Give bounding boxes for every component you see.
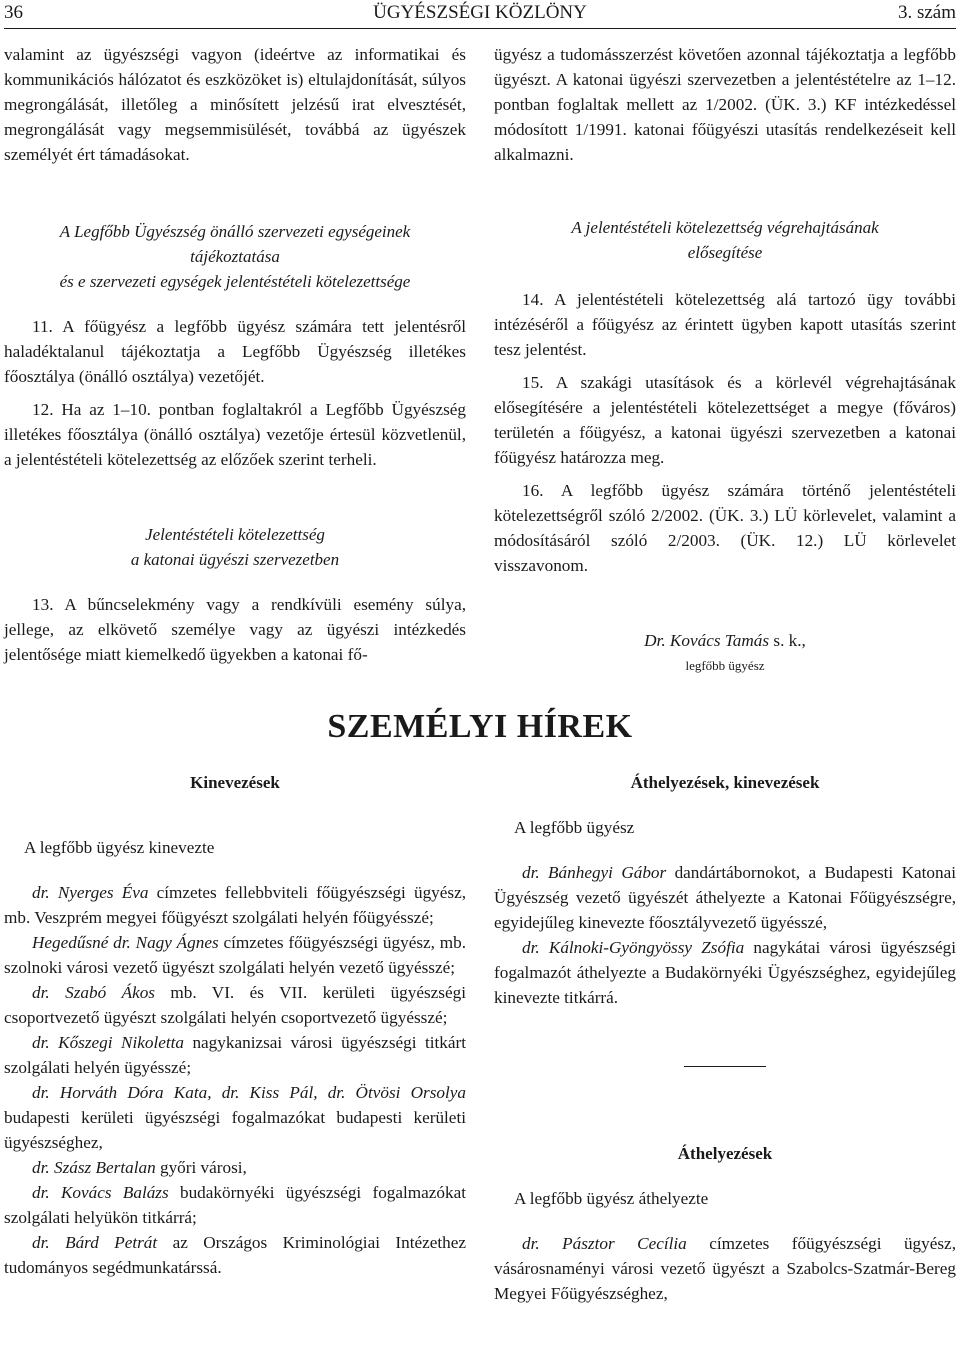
personal-news-heading: SZEMÉLYI HÍREK bbox=[327, 708, 633, 745]
entry-text: budapesti kerületi ügyészségi fogalmazókat budapesti kerületi ügyészséghez, bbox=[4, 1108, 466, 1152]
issue-number: 3. szám bbox=[897, 2, 956, 23]
section-title-line: tájékoztatása bbox=[190, 247, 280, 266]
entry-name: dr. Szász Bertalan bbox=[32, 1158, 156, 1177]
section-title-line: és e szervezeti egységek jelentéstételi kötelezettsége bbox=[59, 272, 411, 291]
entry-text: címzetes fellebbviteli főügyészségi ügyész, mb. Veszprém megyei főügyészt szolgálati helyén főügyésszé; bbox=[4, 883, 467, 927]
signature-name: Dr. Kovács Tamás bbox=[644, 631, 770, 650]
entry bbox=[4, 930, 466, 980]
paragraph-14: 14. A jelentéstételi kötelezettség alá tartozó ügy további intézéséről a főügyész az érintett ügyben kapott utasítás szerint tesz jelentést. bbox=[494, 290, 956, 359]
entry-text: nagykátai városi ügyészségi fogalmazót áthelyezte a Budakörnyéki Ügyészséghez, egyidejűleg kinevezte titkárrá. bbox=[494, 938, 957, 1007]
transfers-appointments-list bbox=[494, 860, 956, 1010]
right-column-upper bbox=[494, 42, 956, 678]
left-column-upper bbox=[4, 42, 466, 667]
entry bbox=[4, 1155, 466, 1180]
entry-name: dr. Szabó Ákos bbox=[32, 983, 155, 1002]
signature-suffix: s. k., bbox=[769, 631, 806, 650]
section-title-line: Jelentéstételi kötelezettség bbox=[145, 525, 325, 544]
entry-name: dr. Bárd Petrát bbox=[32, 1233, 158, 1252]
entry bbox=[4, 1030, 466, 1080]
appointments-title: Kinevezések bbox=[190, 773, 280, 792]
page-number: 36 bbox=[4, 2, 23, 23]
transfers-appointments-intro: A legfőbb ügyész bbox=[514, 818, 635, 837]
entry-text: az Országos Kriminológiai Intézethez tudományos segédmunkatárssá. bbox=[4, 1233, 466, 1277]
entry-text: győri városi, bbox=[155, 1158, 247, 1177]
transfers-list bbox=[494, 1231, 956, 1306]
journal-title: ÜGYÉSZSÉGI KÖZLÖNY bbox=[373, 2, 587, 23]
entry bbox=[4, 1230, 466, 1280]
paragraph-12: 12. Ha az 1–10. pontban foglaltakról a Legfőbb Ügyészség illetékes főosztálya (önálló osztálya) vezetője értesül közvetlenül, a jelentéstételi kötelezettség az előzőek szerint terheli. bbox=[4, 400, 466, 469]
entry-name: dr. Bánhegyi Gábor bbox=[522, 863, 667, 882]
entry-name: dr. Kőszegi Nikoletta bbox=[32, 1033, 185, 1052]
section-title-line: elősegítése bbox=[687, 243, 763, 262]
entry-name: dr. Nyerges Éva bbox=[32, 883, 149, 902]
paragraph-11: 11. A főügyész a legfőbb ügyész számára tett jelentésről haladéktalanul tájékoztatja a Legfőbb Ügyészség illetékes főosztálya (önálló osztálya) vezetőjét. bbox=[4, 317, 466, 386]
entry-text: budakörnyéki ügyészségi fogalmazókat szolgálati helyükön titkárrá; bbox=[4, 1183, 467, 1227]
section-title-line: A jelentéstételi kötelezettség végrehajtásának bbox=[571, 218, 879, 237]
section-title-line: A Legfőbb Ügyészség önálló szervezeti egységeinek bbox=[59, 222, 411, 241]
entry-name: Hegedűsné dr. Nagy Ágnes bbox=[32, 933, 219, 952]
appointments-list bbox=[4, 880, 466, 1280]
entry bbox=[4, 1080, 466, 1155]
section-title-line: a katonai ügyészi szervezetben bbox=[130, 550, 340, 569]
transfers-appointments-title: Áthelyezések, kinevezések bbox=[630, 773, 820, 792]
entry bbox=[494, 860, 956, 935]
entry-name: dr. Horváth Dóra Kata, dr. Kiss Pál, dr. Ötvösi Orsolya bbox=[32, 1083, 466, 1102]
entry bbox=[4, 980, 466, 1030]
entry-text: címzetes főügyészségi ügyész, vásárosnaményi városi vezető ügyészt a Szabolcs-Szatmár-Bereg Megyei Főügyészséghez, bbox=[494, 1234, 956, 1303]
signature bbox=[494, 628, 956, 653]
entry-text: dandártábornokot, a Budapesti Katonai Ügyészség vezető ügyészét áthelyezte a Katonai Főügyészségre, egyidejűleg kinevezte főosztályvezető ügyésszé, bbox=[494, 863, 956, 932]
paragraph-16: 16. A legfőbb ügyész számára történő jelentéstételi kötelezettségről szóló 2/2002. (ÜK. 3.) LÜ körlevelet, valamint a módosításáról szóló 2/2003. (ÜK. 12.) LÜ körlevelet visszavonom. bbox=[494, 481, 956, 575]
left-column-lower bbox=[4, 770, 466, 1280]
running-header bbox=[4, 0, 956, 28]
entry-text: mb. VI. és VII. kerületi ügyészségi csoportvezető ügyészt szolgálati helyén csoportvezető ügyésszé; bbox=[4, 983, 466, 1027]
paragraph-15: 15. A szakági utasítások és a körlevél végrehajtásának elősegítésére a jelentéstételi kötelezettséget a megye (főváros) területén a főügyész, a katonai ügyészi szervezetben a katonai főügyész határozza meg. bbox=[494, 373, 956, 467]
appointments-intro: A legfőbb ügyész kinevezte bbox=[24, 838, 215, 857]
entry-name: dr. Kálnoki-Gyöngyössy Zsófia bbox=[522, 938, 745, 957]
entry-name: dr. Pásztor Cecília bbox=[522, 1234, 687, 1253]
entry-text: címzetes főügyészségi ügyész, mb. szolnoki városi vezető ügyészt szolgálati helyén vezető ügyésszé; bbox=[4, 933, 467, 977]
transfers-intro: A legfőbb ügyész áthelyezte bbox=[514, 1189, 709, 1208]
entry-text: nagykanizsai városi ügyészségi titkárt szolgálati helyén ügyésszé; bbox=[4, 1033, 466, 1077]
paragraph-continued: ügyész a tudomásszerzést követően azonnal tájékoztatja a legfőbb ügyészt. A katonai ügyészi szervezetben a jelentéstételre az 1–12. pontban foglaltak mellett az 1/2002. (ÜK. 3.) KF intézkedéssel módosított 1/1991. katonai főügyészi utasítás rendelkezéseit kell alkalmazni. bbox=[494, 45, 956, 164]
paragraph-continued: valamint az ügyészségi vagyon (ideértve az informatikai és kommunikációs hálózatot és eszközöket is) eltulajdonítását, súlyos megrongálását, illetőleg a minősített jelzésű irat elvesztését, megrongálását vagy megsemmisülését, továbbá az ügyészek személyét ért támadásokat. bbox=[4, 45, 466, 164]
transfers-title: Áthelyezések bbox=[677, 1144, 773, 1163]
right-column-lower bbox=[494, 770, 956, 1306]
entry bbox=[494, 935, 956, 1010]
signature-role: legfőbb ügyész bbox=[685, 658, 765, 673]
entry bbox=[494, 1231, 956, 1306]
entry bbox=[4, 1180, 466, 1230]
entry-name: dr. Kovács Balázs bbox=[32, 1183, 169, 1202]
paragraph-13: 13. A bűncselekmény vagy a rendkívüli esemény súlya, jellege, az elkövető személye vagy az ügyészi intézkedés jelentősége miatt kiemelkedő ügyekben a katonai fő- bbox=[4, 595, 466, 664]
header-rule bbox=[4, 28, 956, 29]
entry bbox=[4, 880, 466, 930]
